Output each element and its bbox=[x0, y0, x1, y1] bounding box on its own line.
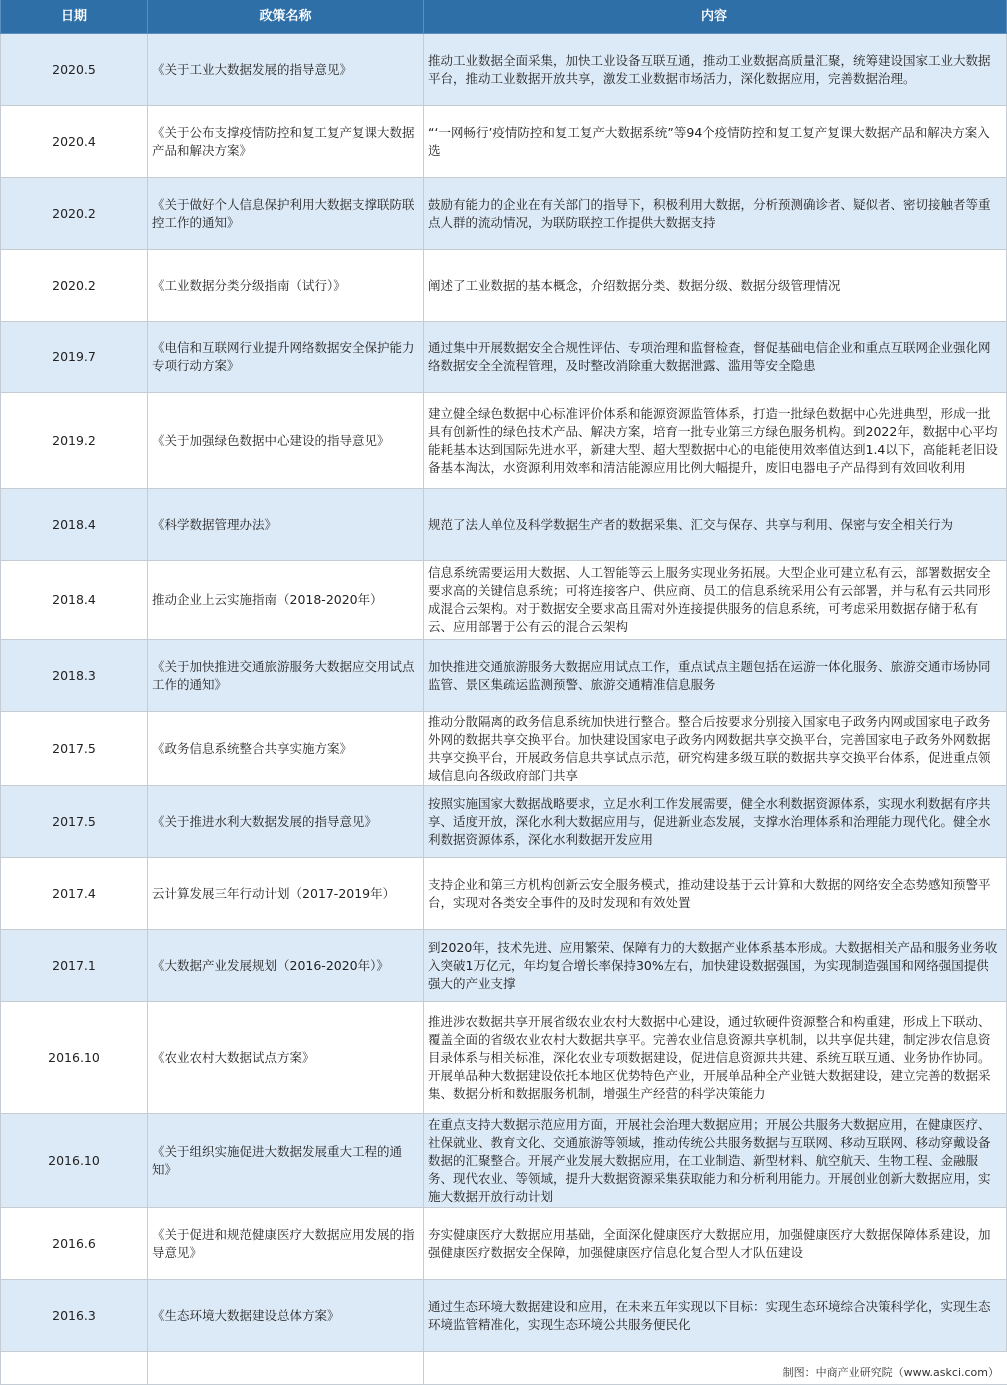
footer-empty-cell bbox=[148, 1352, 424, 1385]
content-cell bbox=[424, 1002, 1007, 1114]
date-cell bbox=[0, 1280, 148, 1352]
policy-name-cell-text: 推动企业上云实施指南（2018-2020年） bbox=[152, 592, 383, 607]
content-cell-text: 到2020年，技术先进、应用繁荣、保障有力的大数据产业体系基本形成。大数据相关产品和服务业务收入突破1万亿元，年均复合增长率保持30%左右，加快建设数据强国，为实现制造强国和网络强国提供强大的产业支撑 bbox=[428, 939, 998, 991]
table-row bbox=[0, 322, 1007, 393]
date-cell bbox=[0, 858, 148, 930]
content-cell bbox=[424, 1114, 1007, 1208]
policy-name-cell bbox=[148, 322, 424, 393]
content-cell bbox=[424, 640, 1007, 712]
policy-name-cell-text: 《关于公布支撑疫情防控和复工复产复课大数据产品和解决方案》 bbox=[152, 124, 415, 158]
content-cell-text: 支持企业和第三方机构创新云安全服务模式，推动建设基于云计算和大数据的网络安全态势感知预警平台，实现对各类安全事件的及时发现和有效处置 bbox=[428, 876, 991, 910]
content-cell-text: 建立健全绿色数据中心标准评价体系和能源资源监管体系，打造一批绿色数据中心先进典型，形成一批具有创新性的绿色技术产品、解决方案，培育一批专业第三方绿色服务机构。到2022年，数据中心平均能耗基本达到国际先进水平，新建大型、超大型数据中心的电能使用效率值达到1.4以下，高能耗老旧设备基本淘汰，水资源利用效率和清洁能源应用比例大幅提升，废旧电器电子产品得到有效回收利用 bbox=[428, 405, 998, 475]
content-cell-text: 夯实健康医疗大数据应用基础，全面深化健康医疗大数据应用，加强健康医疗大数据保障体系建设，加强健康医疗数据安全保障，加强健康医疗信息化复合型人才队伍建设 bbox=[428, 1226, 991, 1260]
content-cell-text: 鼓励有能力的企业在有关部门的指导下，积极利用大数据，分析预测确诊者、疑似者、密切接触者等重点人群的流动情况，为联防联控工作提供大数据支持 bbox=[428, 196, 991, 230]
policy-name-cell-text: 《生态环境大数据建设总体方案》 bbox=[152, 1307, 340, 1323]
policy-name-cell bbox=[148, 1208, 424, 1280]
table-row bbox=[0, 489, 1007, 561]
content-cell-text: 通过生态环境大数据建设和应用，在未来五年实现以下目标：实现生态环境综合决策科学化，实现生态环境监管精准化，实现生态环境公共服务便民化 bbox=[428, 1298, 991, 1332]
policy-name-cell-text: 《工业数据分类分级指南（试行）》 bbox=[152, 277, 346, 293]
content-cell bbox=[424, 1280, 1007, 1352]
date-cell bbox=[0, 34, 148, 106]
policy-name-cell-text: 《农业农村大数据试点方案》 bbox=[152, 1049, 315, 1065]
policy-name-cell bbox=[148, 393, 424, 489]
content-cell bbox=[424, 858, 1007, 930]
policy-name-cell-text: 《大数据产业发展规划（2016-2020年）》 bbox=[152, 957, 389, 973]
content-cell bbox=[424, 322, 1007, 393]
policy-name-cell-text: 《关于加快推进交通旅游服务大数据应交用试点工作的通知》 bbox=[152, 658, 415, 692]
footer-empty-cell bbox=[0, 1352, 148, 1385]
date-cell-text: 2016.10 bbox=[48, 1152, 100, 1168]
content-cell-text: 加快推进交通旅游服务大数据应用试点工作，重点试点主题包括在运游一体化服务、旅游交通市场协同监管、景区集疏运监测预警、旅游交通精准信息服务 bbox=[428, 658, 991, 692]
date-cell bbox=[0, 930, 148, 1002]
table-row bbox=[0, 1280, 1007, 1352]
content-cell-text: 通过集中开展数据安全合规性评估、专项治理和监督检查，督促基础电信企业和重点互联网企业强化网络数据安全全流程管理，及时整改消除重大数据泄露、滥用等安全隐患 bbox=[428, 340, 991, 373]
content-cell bbox=[424, 250, 1007, 322]
date-cell-text: 2020.4 bbox=[52, 133, 96, 149]
date-cell bbox=[0, 1208, 148, 1280]
content-cell-text: 在重点支持大数据示范应用方面，开展社会治理大数据应用；开展公共服务大数据应用，在健康医疗、社保就业、教育文化、交通旅游等领域，推动传统公共服务数据与互联网、移动互联网、移动穿戴设备数据的汇聚整合。开展产业发展大数据应用，在工业制造、新型材料、航空航天、生物工程、金融服务、现代农业、等领域，提升大数据资源采集获取能力和分析利用能力。开展创业创新大数据应用，实施大数据开放行动计划 bbox=[428, 1116, 991, 1204]
policy-name-cell bbox=[148, 1002, 424, 1114]
table-row bbox=[0, 858, 1007, 930]
content-cell bbox=[424, 393, 1007, 489]
content-cell-text: 推进涉农数据共享开展省级农业农村大数据中心建设，通过软硬件资源整合和构重建，形成上下联动、覆盖全面的省级农业农村大数据共享平。完善农业信息资源共享机制，以共享促共建，制定涉农信息资目录体系与相关标准，深化农业专项数据建设，促进信息资源共共建、系统互联互通、业务协作协同。开展单品种大数据建设依托本地区优势特色产业，开展单品种全产业链大数据建设，建立完善的数据采集、数据分析和数据服务机制，增强生产经营的科学决策能力 bbox=[428, 1013, 991, 1101]
date-cell bbox=[0, 1114, 148, 1208]
policy-name-cell-text: 《关于加强绿色数据中心建设的指导意见》 bbox=[152, 432, 390, 448]
content-cell bbox=[424, 712, 1007, 786]
policy-name-cell bbox=[148, 1280, 424, 1352]
content-cell bbox=[424, 489, 1007, 561]
policy-name-cell-text: 《关于做好个人信息保护利用大数据支撑联防联控工作的通知》 bbox=[152, 196, 415, 230]
table-header bbox=[0, 0, 1007, 34]
date-cell-text: 2017.4 bbox=[52, 885, 96, 901]
date-cell bbox=[0, 178, 148, 250]
date-cell bbox=[0, 712, 148, 786]
content-cell bbox=[424, 561, 1007, 640]
date-cell-text: 2016.10 bbox=[48, 1049, 100, 1065]
policy-name-cell bbox=[148, 106, 424, 178]
date-cell-text: 2020.5 bbox=[52, 61, 96, 77]
content-cell-text: 阐述了工业数据的基本概念，介绍数据分类、数据分级、数据分级管理情况 bbox=[428, 277, 841, 293]
table-row bbox=[0, 1208, 1007, 1280]
table-row bbox=[0, 640, 1007, 712]
source-note: 制图：中商产业研究院（www.askci.com） bbox=[782, 1366, 999, 1379]
policy-name-cell-text: 《关于组织实施促进大数据发展重大工程的通知》 bbox=[152, 1143, 403, 1177]
table-row bbox=[0, 34, 1007, 106]
policy-name-cell bbox=[148, 1114, 424, 1208]
date-cell-text: 2019.7 bbox=[52, 349, 96, 364]
policy-name-cell bbox=[148, 930, 424, 1002]
policy-name-cell bbox=[148, 34, 424, 106]
policy-name-cell-text: 《电信和互联网行业提升网络数据安全保护能力专项行动方案》 bbox=[152, 340, 415, 373]
date-cell-text: 2020.2 bbox=[52, 277, 96, 293]
date-cell bbox=[0, 250, 148, 322]
content-cell-text: 按照实施国家大数据战略要求，立足水利工作发展需要，健全水利数据资源体系，实现水利数据有序共享、适度开放，深化水利大数据应用与，促进新业态发展，支撑水治理体系和治理能力现代化。健全水利数据资源体系，深化水利数据开发应用 bbox=[428, 795, 991, 847]
content-cell-text: 推动分散隔离的政务信息系统加快进行整合。整合后按要求分别接入国家电子政务内网或国家电子政务外网的数据共享交换平台。加快建设国家电子政务内网数据共享交换平台，完善国家电子政务外网数据共享交换平台，开展政务信息共享试点示范，研究构建多级互联的数据共享交换平台体系，促进重点领域信息向各级政府部门共享 bbox=[428, 713, 991, 783]
date-cell bbox=[0, 322, 148, 393]
date-cell bbox=[0, 489, 148, 561]
policy-name-cell-text: 云计算发展三年行动计划（2017-2019年） bbox=[152, 885, 396, 901]
date-cell bbox=[0, 786, 148, 858]
table-row bbox=[0, 561, 1007, 640]
policy-name-cell bbox=[148, 786, 424, 858]
content-cell bbox=[424, 1208, 1007, 1280]
content-cell-text: “‘一网畅行’疫情防控和复工复产大数据系统”等94个疫情防控和复工复产复课大数据产品和解决方案入选 bbox=[428, 124, 990, 158]
footer-cell bbox=[424, 1352, 1007, 1385]
policy-name-cell-text: 《关于推进水利大数据发展的指导意见》 bbox=[152, 813, 378, 829]
table-row bbox=[0, 393, 1007, 489]
policy-name-cell-text: 《关于工业大数据发展的指导意见》 bbox=[152, 61, 353, 77]
date-cell-text: 2020.2 bbox=[52, 205, 96, 221]
date-cell-text: 2017.5 bbox=[52, 813, 96, 829]
date-cell-text: 2016.6 bbox=[52, 1235, 96, 1251]
date-cell-text: 2019.2 bbox=[52, 432, 96, 448]
date-cell bbox=[0, 640, 148, 712]
policy-name-cell-text: 《科学数据管理办法》 bbox=[152, 516, 278, 532]
date-cell-text: 2017.5 bbox=[52, 740, 96, 756]
table-row bbox=[0, 1002, 1007, 1114]
table-row bbox=[0, 178, 1007, 250]
policy-name-cell bbox=[148, 561, 424, 640]
content-cell-text: 规范了法人单位及科学数据生产者的数据采集、汇交与保存、共享与利用、保密与安全相关行为 bbox=[428, 516, 954, 532]
date-cell bbox=[0, 393, 148, 489]
table-row bbox=[0, 930, 1007, 1002]
policy-name-cell-text: 《政务信息系统整合共享实施方案》 bbox=[152, 740, 353, 756]
date-cell-text: 2018.4 bbox=[52, 592, 96, 607]
date-cell bbox=[0, 106, 148, 178]
content-cell-text: 信息系统需要运用大数据、人工智能等云上服务实现业务拓展。大型企业可建立私有云，部署数据安全要求高的关键信息系统；可将连接客户、供应商、员工的信息系统采用公有云部署，并与私有云共同形成混合云架构。对于数据安全要求高且需对外连接提供服务的信息系统，可考虑采用数据存储于私有云、应用部署于公有云的混合云架构 bbox=[428, 565, 991, 634]
policy-name-cell bbox=[148, 640, 424, 712]
policy-name-cell bbox=[148, 178, 424, 250]
policy-name-cell bbox=[148, 250, 424, 322]
table-row bbox=[0, 106, 1007, 178]
date-cell-text: 2016.3 bbox=[52, 1307, 96, 1323]
content-cell bbox=[424, 786, 1007, 858]
policy-name-cell bbox=[148, 712, 424, 786]
content-cell-text: 推动工业数据全面采集，加快工业设备互联互通，推动工业数据高质量汇聚，统筹建设国家工业大数据平台，推动工业数据开放共享，激发工业数据市场活力，深化数据应用，完善数据治理。 bbox=[428, 52, 991, 86]
header-date: 日期 bbox=[0, 0, 148, 34]
content-cell bbox=[424, 178, 1007, 250]
date-cell-text: 2018.3 bbox=[52, 667, 96, 683]
date-cell bbox=[0, 561, 148, 640]
table-row bbox=[0, 250, 1007, 322]
header-content: 内容 bbox=[424, 0, 1007, 34]
content-cell bbox=[424, 34, 1007, 106]
date-cell bbox=[0, 1002, 148, 1114]
table-row bbox=[0, 1114, 1007, 1208]
policy-name-cell bbox=[148, 858, 424, 930]
footer-row bbox=[0, 1352, 1007, 1385]
date-cell-text: 2018.4 bbox=[52, 516, 96, 532]
policy-name-cell bbox=[148, 489, 424, 561]
policy-name-cell-text: 《关于促进和规范健康医疗大数据应用发展的指导意见》 bbox=[152, 1226, 415, 1260]
date-cell-text: 2017.1 bbox=[52, 957, 96, 973]
content-cell bbox=[424, 106, 1007, 178]
content-cell bbox=[424, 930, 1007, 1002]
table-row bbox=[0, 712, 1007, 786]
header-policy: 政策名称 bbox=[148, 0, 424, 34]
table-row bbox=[0, 786, 1007, 858]
